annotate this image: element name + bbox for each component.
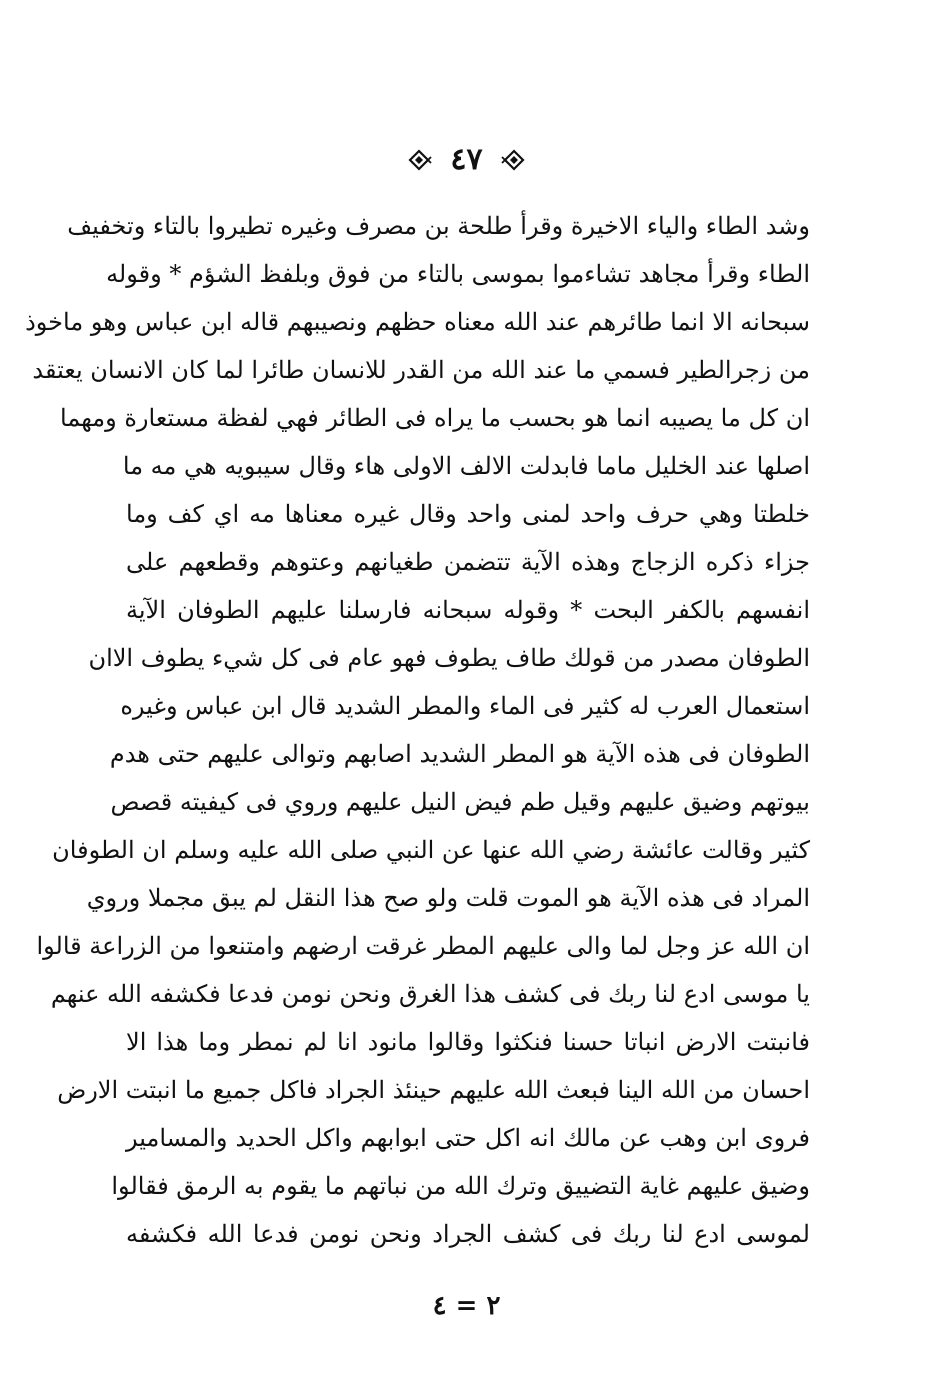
text-line: انفسهم بالكفر البحت * وقوله سبحانه فارسلنا عليهم الطوفان الآية [126, 596, 810, 624]
page-number: ٤٧ [450, 142, 483, 177]
text-line: لموسى ادع لنا ربك فى كشف الجراد ونحن نومن فدعا الله فكشفه [126, 1220, 810, 1248]
text-line: وشد الطاء والياء الاخيرة وقرأ طلحة بن مصرف وغيره تطيروا بالتاء وتخفيف [67, 212, 810, 240]
ornament-icon [501, 147, 527, 173]
text-line: الطوفان فى هذه الآية هو المطر الشديد اصابهم وتوالى عليهم حتى هدم [109, 740, 810, 768]
text-line: ان الله عز وجل لما والى عليهم المطر غرقت ارضهم وامتنعوا من الزراعة قالوا [36, 932, 810, 960]
text-line: احسان من الله الينا فبعث الله عليهم حينئذ الجراد فاكل جميع ما انبتت الارض [57, 1076, 810, 1104]
text-line: سبحانه الا انما طائرهم عند الله معناه حظهم ونصيبهم قاله ابن عباس وهو ماخوذ [25, 308, 810, 336]
text-line: بيوتهم وضيق عليهم وقيل طم فيض النيل عليهم وروي فى كيفيته قصص [110, 788, 810, 816]
text-line: اصلها عند الخليل ماما فابدلت الالف الاولى هاء وقال سيبويه هي مه ما [122, 452, 810, 480]
text-line: فانبتت الارض انباتا حسنا فنكثوا وقالوا مانود انا لم نمطر وما هذا الا [126, 1028, 810, 1056]
text-line: المراد فى هذه الآية هو الموت قلت ولو صح هذا النقل لم يبق مجملا وروي [86, 884, 810, 912]
text-line: جزاء ذكره الزجاج وهذه الآية تتضمن طغيانهم وعتوهم وقطعهم على [126, 548, 810, 576]
signature-mark: ٢ = ٤ [432, 1291, 501, 1321]
text-line: استعمال العرب له كثير فى الماء والمطر الشديد قال ابن عباس وغيره [120, 692, 810, 720]
body-text [25, 202, 810, 1258]
page-header [0, 138, 933, 182]
text-line: الطوفان مصدر من قولك طاف يطوف فهو عام فى كل شيء يطوف الاان [88, 644, 810, 672]
text-line: فروى ابن وهب عن مالك انه اكل حتى ابوابهم واكل الحديد والمسامير [126, 1124, 810, 1152]
text-line: كثير وقالت عائشة رضي الله عنها عن النبي صلى الله عليه وسلم ان الطوفان [52, 836, 810, 864]
text-line: خلطتا وهي حرف واحد لمنى واحد وقال غيره معناها مه اي كف وما [126, 500, 810, 528]
text-line: من زجرالطير فسمي ما عند الله من القدر للانسان طائرا لما كان الانسان يعتقد [32, 356, 810, 384]
text-line: وضيق عليهم غاية التضييق وترك الله من نباتهم ما يقوم به الرمق فقالوا [111, 1172, 810, 1200]
text-line: الطاء وقرأ مجاهد تشاءموا بموسى بالتاء من فوق وبلفظ الشؤم * وقوله [106, 260, 810, 288]
text-line: ان كل ما يصيبه انما هو بحسب ما يراه فى الطائر فهي لفظة مستعارة ومهما [60, 404, 810, 432]
ornament-icon [406, 147, 432, 173]
text-line: يا موسى ادع لنا ربك فى كشف هذا الغرق ونحن نومن فدعا فكشفه الله عنهم [50, 980, 810, 1008]
